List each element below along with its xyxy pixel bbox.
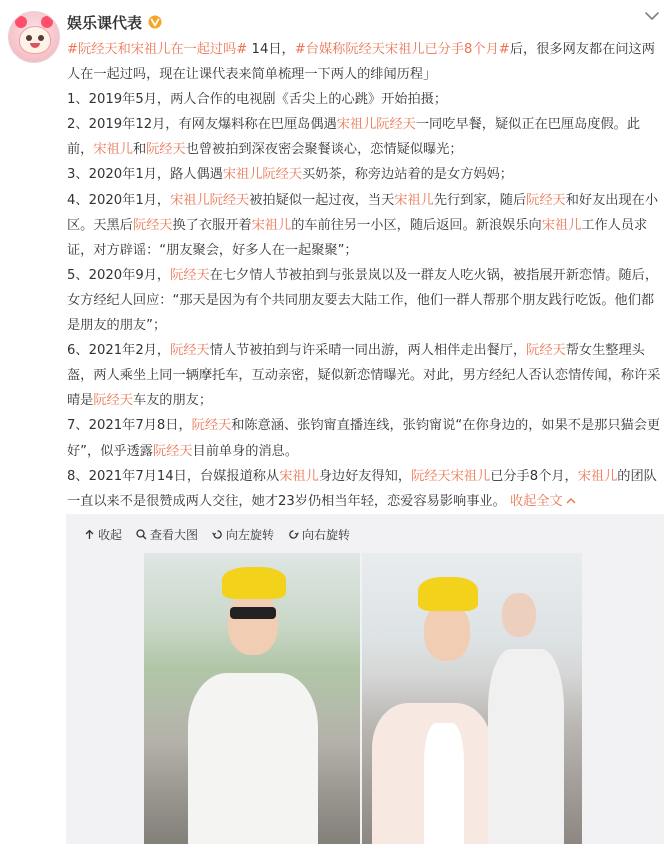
highlight-link[interactable]: 宋祖儿 — [93, 142, 133, 158]
highlight-link[interactable]: 宋祖儿 — [577, 468, 618, 484]
highlight-link[interactable]: #阮经天和宋祖儿在一起过吗# — [67, 42, 248, 57]
post-text-segment: 3、2020年1月，路人偶遇 — [67, 167, 223, 183]
rotate-left-label: 向左旋转 — [226, 527, 275, 542]
post-paragraph — [67, 112, 665, 162]
post-text-segment: 车友的朋友； — [132, 393, 213, 409]
post-paragraph — [67, 188, 665, 263]
post-text-segment: 身边好友得知， — [318, 468, 412, 484]
photo-right[interactable] — [362, 553, 582, 844]
background-person-head — [502, 593, 536, 637]
view-large-button[interactable] — [136, 526, 198, 543]
rotate-right-icon — [288, 529, 299, 540]
post-text-segment: 后，很多网友都在问这两人在一起过吗，现在让课代表来简单梳理一下两人的绯闻历程」 — [67, 42, 655, 83]
collapse-label: 收起 — [98, 527, 123, 542]
head — [228, 593, 278, 655]
post-text-segment: 和陈意涵、张钧甯直播连线，张钧甯说“在你身边的，如果不是那只猫会更好”，似乎透露 — [67, 418, 661, 459]
yellow-cap — [222, 567, 286, 599]
post-text-segment: 也曾被拍到深夜密会聚餐谈心，恋情疑似曝光； — [185, 142, 463, 158]
yellow-cap — [418, 577, 478, 611]
post-text-segment: 先行到家，随后 — [433, 192, 527, 208]
post-text-segment: 7、2021年7月8日， — [67, 418, 192, 434]
post-text-segment: 买奶茶，称旁边站着的是女方妈妈； — [301, 167, 513, 183]
sunglasses — [230, 607, 276, 619]
post-text-segment: 换了衣服开着 — [172, 217, 252, 233]
post-text-segment: 的车前往另一小区，随后返回。新浪娱乐向 — [291, 217, 542, 233]
rotate-right-button[interactable] — [288, 526, 350, 543]
highlight-link[interactable]: 阮经天 — [526, 343, 566, 359]
background-person-tee — [488, 649, 564, 844]
post-text-segment: 5、2020年9月， — [67, 267, 171, 283]
chevron-up-icon[interactable] — [566, 497, 576, 505]
image-toolbar — [84, 525, 364, 543]
post-text-segment: 和好友出现在小区。天黑后 — [67, 192, 659, 233]
collapse-icon — [84, 529, 95, 540]
post-text-segment: 4、2020年1月， — [67, 192, 171, 208]
post-text-segment: 工作人员求证，对方辟谣：“朋友聚会，好多人在一起聚聚”； — [67, 217, 648, 258]
post-text-segment: 14日， — [247, 42, 295, 57]
post-paragraph — [67, 464, 665, 514]
rotate-left-icon — [212, 529, 223, 540]
post-text-segment: 一同吃早餐，疑似正在巴厘岛度假。此前， — [67, 117, 641, 158]
post-text — [67, 37, 665, 514]
search-icon — [136, 529, 147, 540]
post-text-segment: 1、2019年5月，两人合作的电视剧《舌尖上的心跳》开始拍摄； — [67, 92, 448, 108]
post-text-segment: 在七夕情人节被拍到与张景岚以及一群友人吃火锅，被指展开新恋情。随后，女方经纪人回应：“那天是因为有个共同朋友要去大陆工作，他们一群人帮那个朋友践行吃饭。他们都是朋友的朋友”； — [67, 267, 659, 334]
highlight-link[interactable]: 宋祖儿 — [251, 217, 292, 233]
highlight-link[interactable]: 阮经天 — [93, 393, 133, 409]
highlight-link[interactable]: 宋祖儿阮经天 — [336, 117, 416, 133]
collapse-button[interactable] — [84, 526, 122, 543]
highlight-link[interactable]: 阮经天 — [146, 142, 186, 158]
post-text-segment: 情人节被拍到与许采晴一同出游，两人相伴走出餐厅， — [209, 343, 527, 359]
highlight-link[interactable]: 阮经天 — [191, 418, 232, 434]
post-text-segment: 帮女生整理头盔，两人乘坐上同一辆摩托车，互动亲密，疑似新恋情曝光。对此，男方经纪人否认恋情传闻，称许采晴是 — [67, 343, 661, 409]
highlight-link[interactable]: 阮经天宋祖儿 — [411, 468, 491, 484]
post-paragraph — [67, 263, 665, 338]
collapse-full-text-link[interactable]: 收起全文 — [509, 493, 563, 509]
highlight-link[interactable]: #台媒称阮经天宋祖儿已分手8个月# — [294, 42, 510, 57]
white-tee — [188, 673, 318, 844]
highlight-link[interactable]: 阮经天 — [526, 192, 566, 208]
post-paragraph — [67, 338, 665, 413]
highlight-link[interactable]: 宋祖儿阮经天 — [222, 167, 302, 183]
post-text-segment: 已分手8个月， — [490, 468, 578, 484]
post-paragraph — [67, 87, 665, 112]
rotate-right-label: 向右旋转 — [302, 527, 351, 542]
post-text-segment: 2、2019年12月，有网友爆料称在巴厘岛偶遇 — [67, 117, 337, 133]
highlight-link[interactable]: 宋祖儿阮经天 — [170, 192, 250, 208]
head — [424, 603, 470, 661]
highlight-link[interactable]: 阮经天 — [152, 443, 193, 459]
view-large-label: 查看大图 — [150, 527, 199, 542]
highlight-link[interactable]: 阮经天 — [170, 267, 210, 283]
rotate-left-button[interactable] — [212, 526, 274, 543]
white-top — [424, 723, 464, 844]
highlight-link[interactable]: 宋祖儿 — [541, 217, 582, 233]
highlight-link[interactable]: 宋祖儿 — [279, 468, 319, 484]
post-text-segment: 8、2021年7月14日，台媒报道称从 — [67, 468, 280, 484]
post-paragraph — [67, 37, 665, 87]
username[interactable]: 娱乐课代表 — [67, 13, 143, 32]
post-text-segment: 的团队一直以来不是很赞成两人交往，她才23岁仍相当年轻，恋爱容易影响事业。 — [67, 468, 657, 509]
username-row — [67, 11, 162, 33]
post-text-segment: 和 — [132, 142, 147, 158]
post-paragraph — [67, 162, 665, 187]
post-text-segment: 目前单身的消息。 — [192, 443, 299, 459]
avatar[interactable] — [8, 11, 60, 63]
highlight-link[interactable]: 阮经天 — [132, 217, 173, 233]
highlight-link[interactable]: 宋祖儿 — [394, 192, 434, 208]
post-text-segment: 6、2021年2月， — [67, 343, 171, 359]
post-text-segment: 被拍疑似一起过夜，当天 — [249, 192, 395, 208]
highlight-link[interactable]: 阮经天 — [170, 343, 210, 359]
post-paragraph — [67, 413, 665, 463]
verified-v-icon — [148, 15, 162, 29]
photo-left[interactable] — [144, 553, 360, 844]
chevron-down-icon[interactable] — [644, 10, 660, 22]
